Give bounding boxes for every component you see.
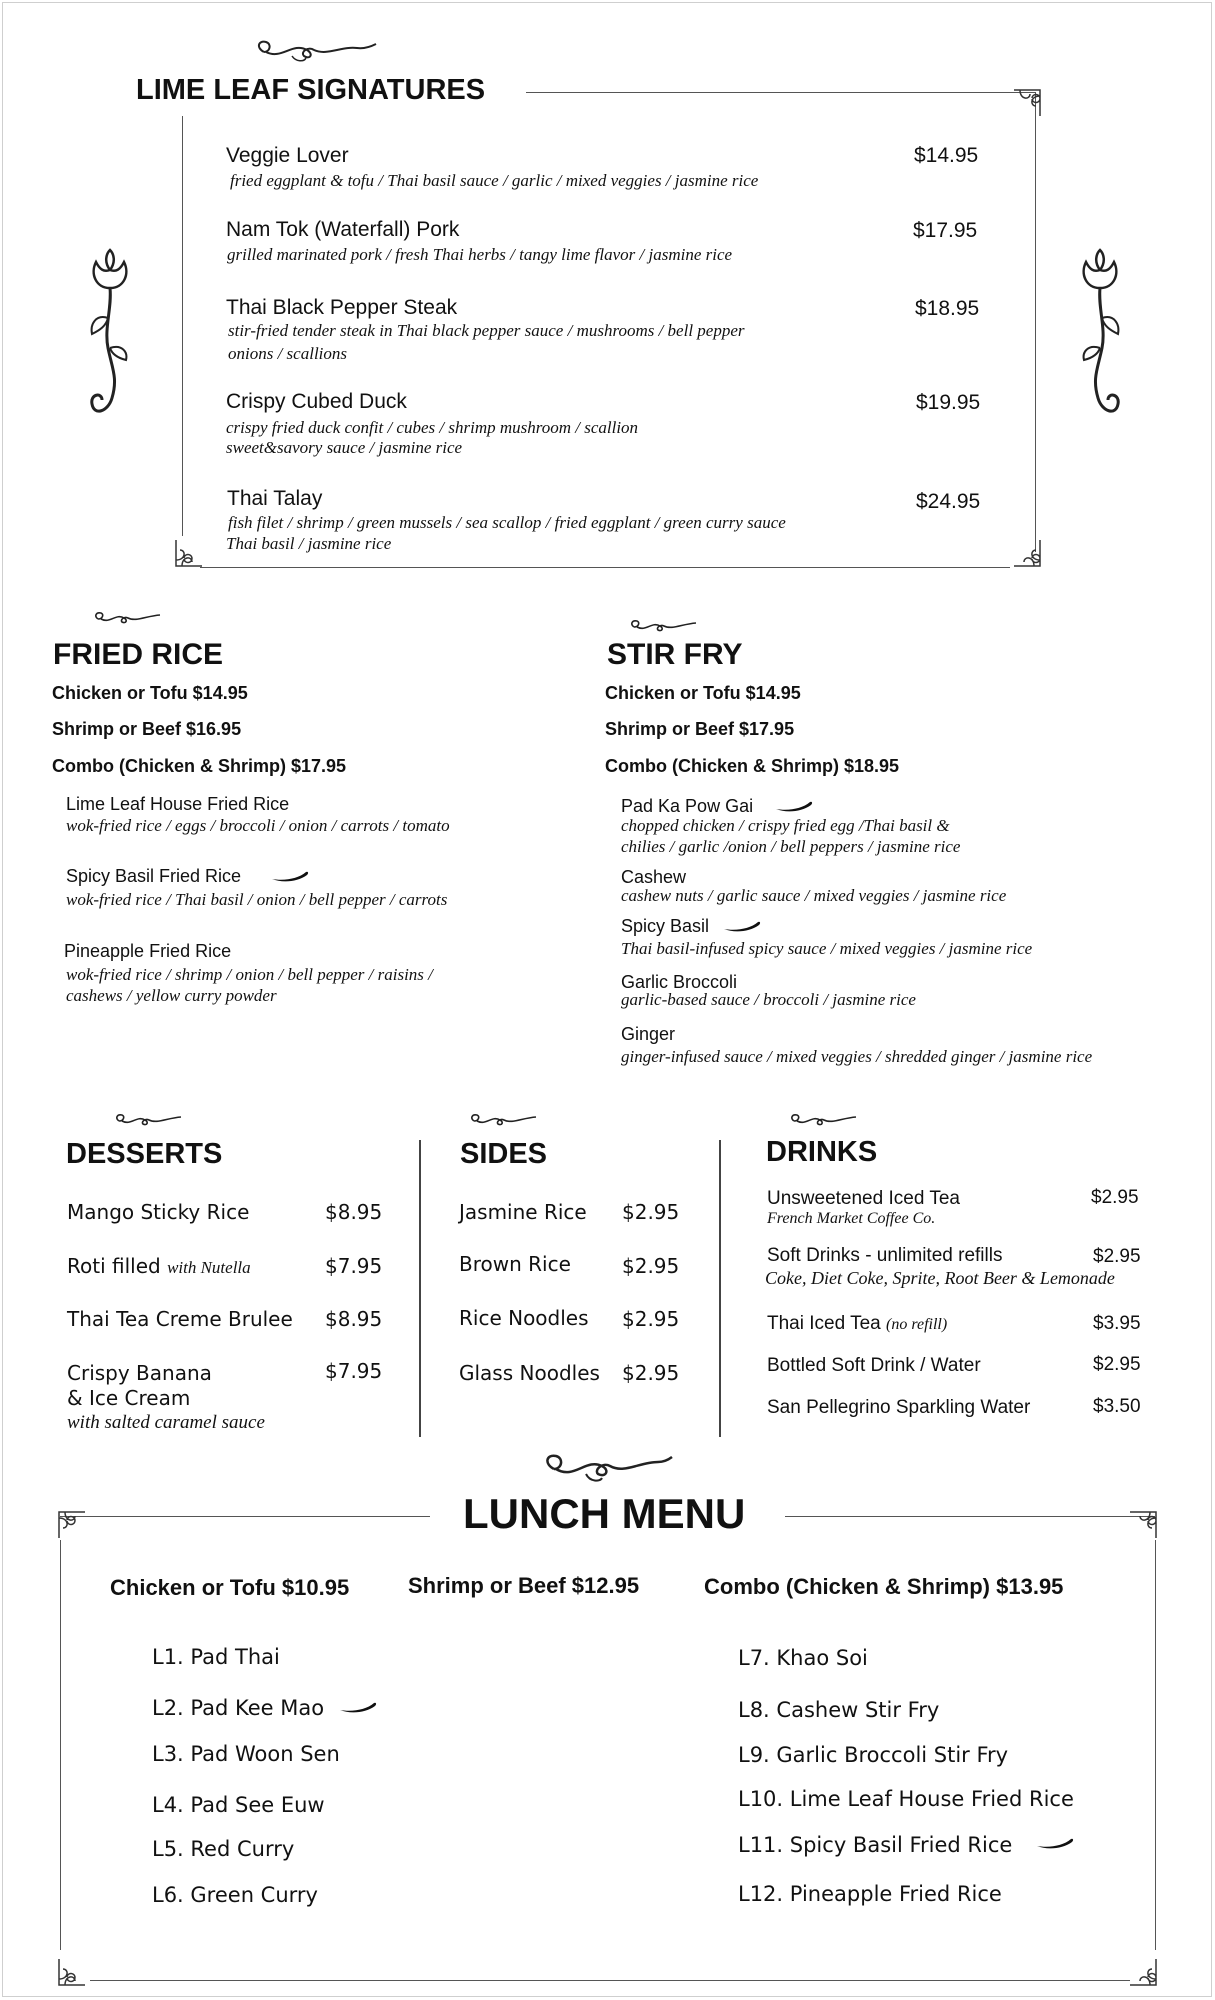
drink-item-price: $2.95: [1093, 1354, 1141, 1375]
signatures-frame-left: [182, 116, 183, 536]
lunch-menu-title: LUNCH MENU: [463, 1490, 746, 1537]
signature-item-name: Veggie Lover: [226, 144, 349, 167]
chili-pepper-icon: [722, 919, 762, 933]
lunch-item: L3. Pad Woon Sen: [152, 1742, 340, 1766]
stir-fry-title: STIR FRY: [607, 638, 743, 671]
side-item-name: Glass Noodles: [459, 1361, 600, 1385]
corner-ornament-icon: [1010, 536, 1044, 570]
signature-item-price: $18.95: [915, 297, 980, 320]
scroll-flourish-icon: [788, 1112, 860, 1130]
stir-fry-item-desc: Thai basil-infused spicy sauce / mixed veggies / jasmine rice: [621, 939, 1033, 958]
stir-fry-item-desc: ginger-infused sauce / mixed veggies / shredded ginger / jasmine rice: [621, 1047, 1093, 1066]
lunch-item: L11. Spicy Basil Fried Rice: [738, 1833, 1013, 1857]
signature-item-price: $17.95: [913, 219, 978, 242]
lunch-item: L7. Khao Soi: [738, 1646, 868, 1670]
scroll-flourish-icon: [540, 1452, 675, 1486]
flower-ornament-icon: [1072, 248, 1128, 424]
corner-ornament-icon: [55, 1955, 89, 1989]
signature-item-name: Thai Talay: [227, 487, 323, 510]
stir-fry-item-desc: garlic-based sauce / broccoli / jasmine rice: [621, 990, 916, 1009]
drink-item-name-text: Thai Iced Tea: [767, 1313, 881, 1334]
stir-fry-item-name: Garlic Broccoli: [621, 972, 738, 992]
stir-fry-item-desc: chopped chicken / crispy fried egg /Thai basil &: [621, 816, 950, 835]
corner-ornament-icon: [1010, 86, 1044, 120]
stir-fry-item-desc: cashew nuts / garlic sauce / mixed veggies / jasmine rice: [621, 886, 1007, 905]
dessert-item-price: $7.95: [325, 1359, 383, 1383]
stir-fry-item-name: Ginger: [621, 1024, 676, 1044]
side-item-name: Brown Rice: [459, 1252, 571, 1276]
stir-fry-price: Combo (Chicken & Shrimp) $18.95: [605, 756, 900, 776]
fried-rice-item-name: Lime Leaf House Fried Rice: [66, 794, 290, 814]
lunch-item: L8. Cashew Stir Fry: [738, 1698, 940, 1722]
scroll-flourish-icon: [252, 38, 382, 66]
lunch-item: L1. Pad Thai: [152, 1645, 280, 1669]
lunch-item: L5. Red Curry: [152, 1837, 295, 1861]
drink-item-name: [767, 1313, 947, 1335]
side-item-price: $2.95: [622, 1361, 680, 1385]
drink-item-name: Soft Drinks - unlimited refills: [767, 1245, 1003, 1266]
corner-ornament-icon: [1126, 1508, 1160, 1542]
side-item-price: $2.95: [622, 1307, 680, 1331]
stir-fry-item-name: Pad Ka Pow Gai: [621, 796, 754, 816]
lunch-price: Shrimp or Beef $12.95: [408, 1573, 640, 1598]
drink-item-note: (no refill): [886, 1316, 948, 1333]
lunch-item: L10. Lime Leaf House Fried Rice: [738, 1787, 1074, 1811]
signatures-frame-top: [526, 92, 1036, 93]
fried-rice-item-name: Spicy Basil Fried Rice: [66, 866, 242, 886]
drink-item-sub: French Market Coffee Co.: [767, 1210, 936, 1227]
dessert-item-name: [67, 1254, 251, 1278]
drink-item-price: $2.95: [1091, 1187, 1139, 1208]
drinks-title: DRINKS: [766, 1136, 878, 1168]
side-item-name: Rice Noodles: [459, 1306, 589, 1330]
signature-item-desc: grilled marinated pork / fresh Thai herbs / tangy lime flavor / jasmine rice: [227, 245, 733, 264]
side-item-price: $2.95: [622, 1254, 680, 1278]
signature-item-name: Nam Tok (Waterfall) Pork: [226, 218, 460, 241]
signature-item-desc: onions / scallions: [228, 344, 348, 363]
signature-item-price: $19.95: [916, 391, 981, 414]
signature-item-desc: sweet&savory sauce / jasmine rice: [226, 438, 463, 457]
signatures-frame-right: [1035, 92, 1036, 552]
side-item-name: Jasmine Rice: [459, 1200, 587, 1224]
lunch-item: L12. Pineapple Fried Rice: [738, 1882, 1002, 1906]
flower-ornament-icon: [82, 248, 138, 424]
chili-pepper-icon: [337, 1700, 379, 1714]
fried-rice-item-desc: wok-fried rice / shrimp / onion / bell pepper / raisins /: [66, 965, 433, 984]
lunch-item: L4. Pad See Euw: [152, 1793, 325, 1817]
signature-item-price: $14.95: [914, 144, 979, 167]
lunch-frame-top-left: [60, 1516, 430, 1517]
drink-item-name: Unsweetened Iced Tea: [767, 1188, 960, 1209]
lunch-item: L6. Green Curry: [152, 1883, 318, 1907]
lunch-price: Chicken or Tofu $10.95: [110, 1575, 350, 1600]
lunch-item: L2. Pad Kee Mao: [152, 1696, 325, 1720]
fried-rice-price: Shrimp or Beef $16.95: [52, 719, 242, 739]
signature-item-desc: Thai basil / jasmine rice: [226, 534, 392, 553]
dessert-item-name: Mango Sticky Rice: [67, 1200, 250, 1224]
scroll-flourish-icon: [113, 1112, 185, 1130]
dessert-item-price: $8.95: [325, 1307, 383, 1331]
drink-item-name: San Pellegrino Sparkling Water: [767, 1397, 1031, 1418]
chili-pepper-icon: [270, 869, 310, 883]
stir-fry-price: Chicken or Tofu $14.95: [605, 683, 801, 703]
dessert-item-name: Crispy Banana: [67, 1361, 212, 1385]
dessert-item-name: Thai Tea Creme Brulee: [67, 1307, 293, 1331]
lunch-item: L9. Garlic Broccoli Stir Fry: [738, 1743, 1009, 1767]
signature-item-price: $24.95: [916, 490, 981, 513]
fried-rice-price: Combo (Chicken & Shrimp) $17.95: [52, 756, 347, 776]
scroll-flourish-icon: [628, 618, 700, 636]
side-item-price: $2.95: [622, 1200, 680, 1224]
drink-item-price: $3.95: [1093, 1313, 1141, 1334]
drink-item-price: $2.95: [1093, 1246, 1141, 1267]
dessert-item-name-line2: & Ice Cream: [67, 1386, 191, 1410]
signature-item-name: Thai Black Pepper Steak: [226, 296, 458, 319]
signature-item-desc: fried eggplant & tofu / Thai basil sauce / garlic / mixed veggies / jasmine rice: [230, 171, 759, 190]
dessert-item-name-text: Roti filled: [67, 1254, 161, 1278]
corner-ornament-icon: [1126, 1955, 1160, 1989]
fried-rice-title: FRIED RICE: [53, 638, 224, 671]
corner-ornament-icon: [172, 536, 206, 570]
lunch-frame-right: [1155, 1540, 1156, 1950]
lunch-frame-bottom: [90, 1980, 1130, 1981]
stir-fry-item-name: Cashew: [621, 867, 687, 887]
signature-item-desc: fish filet / shrimp / green mussels / sea scallop / fried eggplant / green curry sauce: [228, 513, 786, 532]
column-divider: [419, 1140, 421, 1437]
signatures-title: LIME LEAF SIGNATURES: [136, 74, 486, 106]
lunch-frame-top-right: [785, 1516, 1155, 1517]
drink-item-name: Bottled Soft Drink / Water: [767, 1355, 981, 1376]
fried-rice-item-name: Pineapple Fried Rice: [64, 941, 232, 961]
signature-item-desc: crispy fried duck confit / cubes / shrimp mushroom / scallion: [226, 418, 639, 437]
fried-rice-item-desc: cashews / yellow curry powder: [66, 986, 277, 1005]
lunch-frame-left: [60, 1540, 61, 1950]
dessert-item-note: with Nutella: [167, 1258, 251, 1277]
signatures-frame-bottom: [200, 567, 1010, 568]
chili-pepper-icon: [774, 799, 814, 813]
sides-title: SIDES: [460, 1138, 548, 1170]
dessert-item-price: $7.95: [325, 1254, 383, 1278]
dessert-item-note: with salted caramel sauce: [67, 1412, 265, 1433]
dessert-item-price: $8.95: [325, 1200, 383, 1224]
fried-rice-item-desc: wok-fried rice / Thai basil / onion / bell pepper / carrots: [66, 890, 448, 909]
fried-rice-price: Chicken or Tofu $14.95: [52, 683, 248, 703]
drink-item-sub: Coke, Diet Coke, Sprite, Root Beer & Lemonade: [765, 1268, 1115, 1288]
desserts-title: DESSERTS: [66, 1138, 223, 1170]
stir-fry-item-desc: chilies / garlic /onion / bell peppers / jasmine rice: [621, 837, 961, 856]
drink-item-price: $3.50: [1093, 1396, 1141, 1417]
fried-rice-item-desc: wok-fried rice / eggs / broccoli / onion / carrots / tomato: [66, 816, 450, 835]
corner-ornament-icon: [55, 1508, 89, 1542]
stir-fry-item-name: Spicy Basil: [621, 916, 710, 936]
chili-pepper-icon: [1034, 1836, 1076, 1850]
signature-item-desc: stir-fried tender steak in Thai black pepper sauce / mushrooms / bell pepper: [228, 321, 745, 340]
column-divider: [719, 1140, 721, 1437]
scroll-flourish-icon: [92, 610, 164, 628]
lunch-price: Combo (Chicken & Shrimp) $13.95: [704, 1574, 1064, 1599]
signature-item-name: Crispy Cubed Duck: [226, 390, 407, 413]
stir-fry-price: Shrimp or Beef $17.95: [605, 719, 795, 739]
scroll-flourish-icon: [468, 1112, 540, 1130]
